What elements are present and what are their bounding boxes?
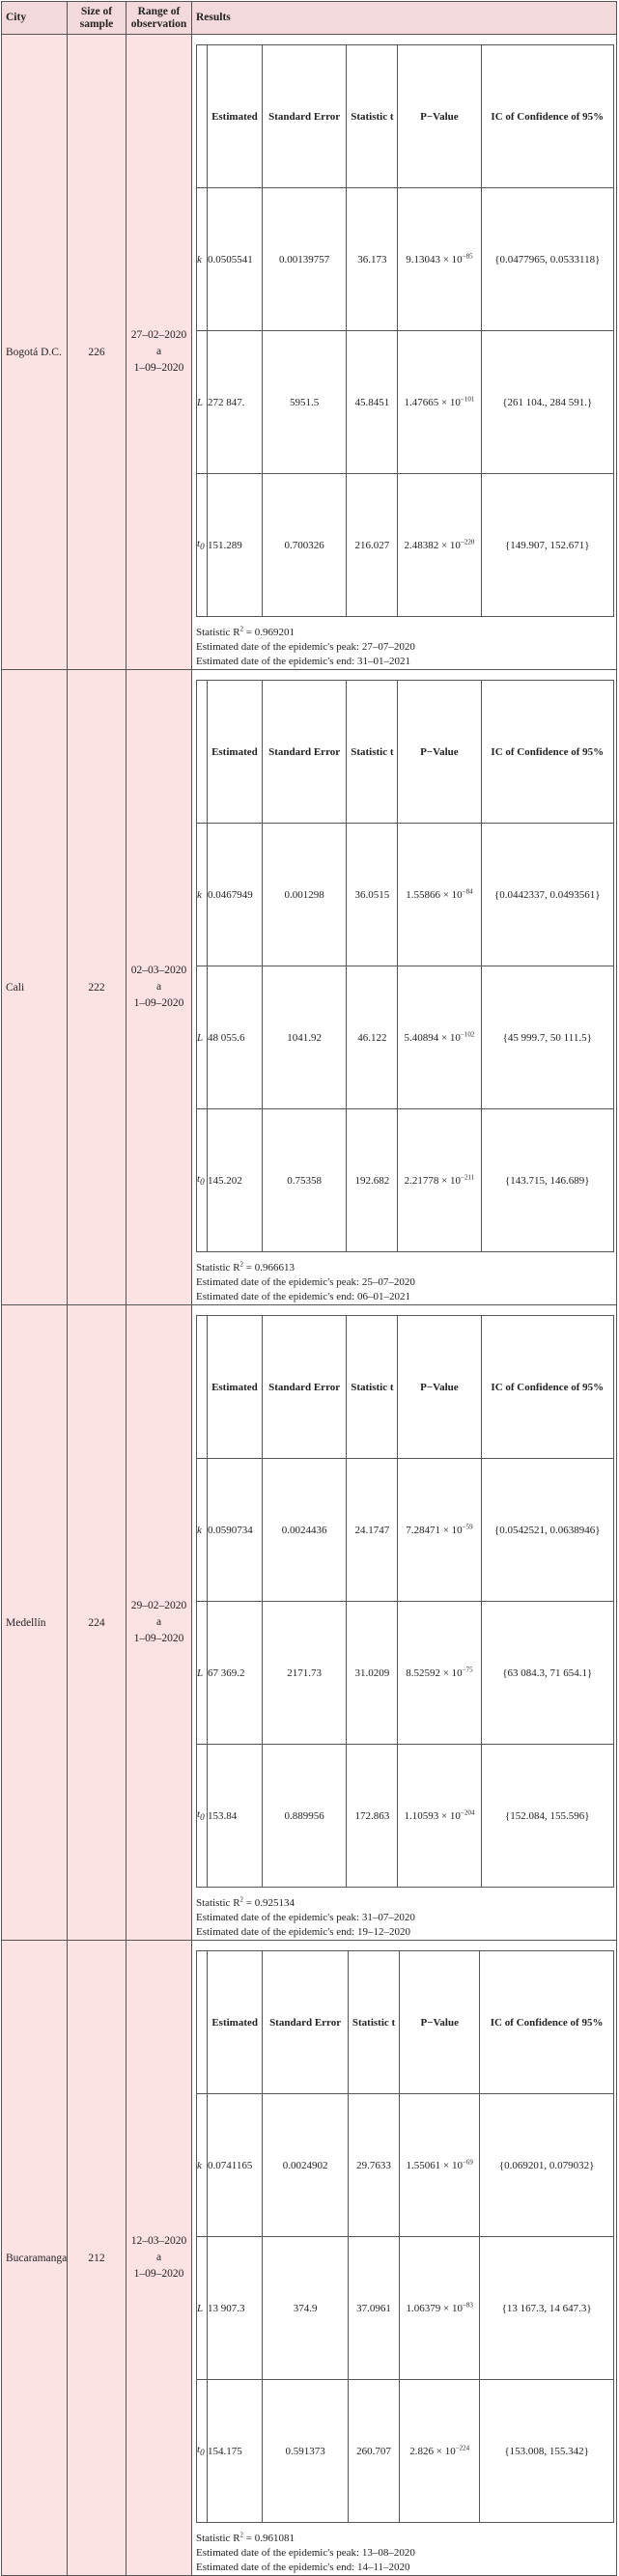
city-row xyxy=(2,35,617,670)
header-range: Range of observation xyxy=(127,2,192,35)
estimates-column-header: Estimated xyxy=(208,1316,263,1459)
estimated-value: 154.175 xyxy=(208,2380,263,2523)
p-value-exponent: −59 xyxy=(462,1522,473,1530)
estimates-column-header: IC of Confidence of 95% xyxy=(480,1951,614,2094)
sample-size: 226 xyxy=(68,35,127,670)
param-label: k xyxy=(197,1459,208,1602)
confidence-interval: {45 999.7, 50 111.5} xyxy=(481,966,613,1109)
city-name: Medellín xyxy=(2,1305,68,1941)
estimated-value: 0.0467949 xyxy=(208,824,263,966)
p-value-times: × 10 xyxy=(438,1031,461,1044)
p-value-mantissa: 8.52592 xyxy=(406,1666,440,1679)
estimates-table xyxy=(196,44,614,617)
range-start: 12–03–2020 xyxy=(130,2235,187,2247)
standard-error: 0.75358 xyxy=(262,1109,347,1252)
estimates-header-row xyxy=(197,45,614,188)
p-value-exponent: −83 xyxy=(462,2300,473,2309)
confidence-interval: {0.069201, 0.079032} xyxy=(480,2094,614,2237)
statistic-t: 37.0961 xyxy=(348,2237,399,2380)
end-line xyxy=(196,1290,616,1304)
p-value-times: × 10 xyxy=(438,1174,462,1187)
estimated-value: 0.0505541 xyxy=(208,188,263,331)
confidence-interval: {152.084, 155.596} xyxy=(481,1745,613,1888)
estimates-header-row xyxy=(197,1316,614,1459)
p-value-times: × 10 xyxy=(434,2445,456,2457)
estimates-table xyxy=(196,680,614,1252)
standard-error: 5951.5 xyxy=(262,331,347,474)
summary-stats xyxy=(196,1261,616,1304)
statistic-t: 31.0209 xyxy=(347,1602,398,1745)
estimates-column-header: P−Value xyxy=(398,45,481,188)
end-date: 19–12–2020 xyxy=(356,1926,410,1938)
r2-line xyxy=(196,626,616,640)
param-subscript: 0 xyxy=(200,1812,205,1823)
estimated-value: 153.84 xyxy=(208,1745,263,1888)
estimates-column-header: IC of Confidence of 95% xyxy=(481,1316,613,1459)
p-value-times: × 10 xyxy=(440,2302,463,2314)
confidence-interval: {13 167.3, 14 647.3} xyxy=(480,2237,614,2380)
param-subscript: 0 xyxy=(200,1177,205,1188)
estimates-row xyxy=(197,2237,614,2380)
city-name: Cali xyxy=(2,670,68,1305)
estimated-value: 145.202 xyxy=(208,1109,263,1252)
header-city: City xyxy=(2,2,68,35)
p-value xyxy=(398,331,481,474)
r2-value: 0.969201 xyxy=(254,627,295,638)
p-value xyxy=(398,1745,481,1888)
peak-date: 31–07–2020 xyxy=(361,1912,415,1923)
range-end: 1–09–2020 xyxy=(133,1633,184,1644)
confidence-interval: {153.008, 155.342} xyxy=(480,2380,614,2523)
p-value-times: × 10 xyxy=(439,1666,463,1679)
estimates-column-header: P−Value xyxy=(398,681,481,824)
p-value-times: × 10 xyxy=(438,396,461,408)
p-value-times: × 10 xyxy=(439,253,463,266)
r2-sup: 2 xyxy=(239,2531,244,2539)
p-value-mantissa: 1.10593 xyxy=(404,1809,439,1822)
end-line xyxy=(196,655,616,669)
p-value xyxy=(398,1459,481,1602)
r2-equals: = xyxy=(243,1897,255,1909)
r2-sup: 2 xyxy=(239,1260,244,1269)
results-cell xyxy=(192,1305,617,1941)
estimates-column-header: Statistic t xyxy=(348,1951,399,2094)
peak-line xyxy=(196,1911,616,1925)
p-value xyxy=(398,1109,481,1252)
statistic-t: 29.7633 xyxy=(348,2094,399,2237)
confidence-interval: {0.0542521, 0.0638946} xyxy=(481,1459,613,1602)
estimates-row xyxy=(197,824,614,966)
summary-stats xyxy=(196,1896,616,1940)
range-separator: a xyxy=(155,2252,162,2263)
p-value-mantissa: 7.28471 xyxy=(406,1524,440,1536)
statistic-t: 24.1747 xyxy=(347,1459,398,1602)
confidence-interval: {261 104., 284 591.} xyxy=(481,331,613,474)
peak-date: 27–07–2020 xyxy=(361,641,415,653)
city-name: Bogotá D.C. xyxy=(2,35,68,670)
p-value xyxy=(398,966,481,1109)
statistic-t: 192.682 xyxy=(347,1109,398,1252)
end-label: Estimated date of the epidemic's end: xyxy=(196,2562,355,2573)
r2-label: Statistic R xyxy=(196,1897,240,1909)
estimates-row xyxy=(197,1745,614,1888)
results-cell xyxy=(192,1941,617,2576)
estimated-value: 48 055.6 xyxy=(208,966,263,1109)
p-value-mantissa: 5.40894 xyxy=(404,1031,439,1044)
estimates-column-header: Estimated xyxy=(208,45,263,188)
summary-stats xyxy=(196,626,616,669)
estimates-row xyxy=(197,188,614,331)
p-value-exponent: −85 xyxy=(462,251,473,260)
param-header xyxy=(197,45,208,188)
p-value-times: × 10 xyxy=(440,2159,463,2171)
r2-line xyxy=(196,1261,616,1275)
results-cell xyxy=(192,35,617,670)
peak-line xyxy=(196,2546,616,2561)
p-value xyxy=(398,1602,481,1745)
standard-error: 0.700326 xyxy=(262,474,347,617)
sample-size: 224 xyxy=(68,1305,127,1941)
standard-error: 0.0024436 xyxy=(262,1459,347,1602)
estimates-column-header: Estimated xyxy=(208,681,263,824)
estimates-header-row xyxy=(197,1951,614,2094)
observation-range xyxy=(127,35,192,670)
p-value-exponent: −101 xyxy=(460,394,475,403)
r2-value: 0.925134 xyxy=(254,1897,295,1909)
p-value-exponent: −220 xyxy=(460,537,475,546)
estimates-column-header: IC of Confidence of 95% xyxy=(481,681,613,824)
param-symbol: t xyxy=(197,1808,201,1821)
range-separator: a xyxy=(155,981,162,993)
end-line xyxy=(196,1925,616,1940)
range-end: 1–09–2020 xyxy=(133,2268,184,2280)
p-value-exponent: −211 xyxy=(461,1172,475,1181)
param-label xyxy=(197,2380,208,2523)
r2-sup: 2 xyxy=(239,625,244,633)
param-symbol: t xyxy=(197,1173,201,1186)
estimates-row xyxy=(197,966,614,1109)
param-label: k xyxy=(197,188,208,331)
p-value xyxy=(400,2380,480,2523)
estimates-column-header: Standard Error xyxy=(263,1951,348,2094)
estimates-row xyxy=(197,1109,614,1252)
r2-equals: = xyxy=(243,1262,255,1274)
estimates-column-header: P−Value xyxy=(398,1316,481,1459)
estimates-column-header: IC of Confidence of 95% xyxy=(481,45,613,188)
p-value xyxy=(398,824,481,966)
p-value xyxy=(398,474,481,617)
estimates-column-header: P−Value xyxy=(400,1951,480,2094)
results-table xyxy=(1,1,617,2576)
end-date: 06–01–2021 xyxy=(356,1291,410,1302)
r2-value: 0.961081 xyxy=(254,2533,295,2544)
estimates-row xyxy=(197,2380,614,2523)
statistic-t: 36.173 xyxy=(347,188,398,331)
summary-stats xyxy=(196,2532,616,2575)
p-value-mantissa: 1.06379 xyxy=(406,2302,441,2314)
r2-line xyxy=(196,1896,616,1911)
confidence-interval: {63 084.3, 71 654.1} xyxy=(481,1602,613,1745)
peak-label: Estimated date of the epidemic's peak: xyxy=(196,2547,360,2559)
observation-range xyxy=(127,1941,192,2576)
param-subscript: 0 xyxy=(200,542,205,552)
estimates-table xyxy=(196,1315,614,1888)
statistic-t: 46.122 xyxy=(347,966,398,1109)
param-symbol: t xyxy=(197,538,201,550)
confidence-interval: {143.715, 146.689} xyxy=(481,1109,613,1252)
estimates-row xyxy=(197,2094,614,2237)
end-label: Estimated date of the epidemic's end: xyxy=(196,656,355,667)
param-label xyxy=(197,1109,208,1252)
param-label xyxy=(197,1745,208,1888)
p-value-times: × 10 xyxy=(438,1809,461,1822)
standard-error: 1041.92 xyxy=(262,966,347,1109)
statistic-t: 216.027 xyxy=(347,474,398,617)
peak-label: Estimated date of the epidemic's peak: xyxy=(196,1912,360,1923)
p-value xyxy=(400,2094,480,2237)
estimated-value: 0.0741165 xyxy=(208,2094,263,2237)
r2-label: Statistic R xyxy=(196,2533,240,2544)
r2-equals: = xyxy=(243,627,255,638)
standard-error: 2171.73 xyxy=(262,1602,347,1745)
end-date: 14–11–2020 xyxy=(356,2562,410,2573)
estimates-column-header: Standard Error xyxy=(262,1316,347,1459)
confidence-interval: {0.0477965, 0.0533118} xyxy=(481,188,613,331)
header-size: Size of sample xyxy=(68,2,127,35)
standard-error: 0.001298 xyxy=(262,824,347,966)
p-value-exponent: −69 xyxy=(462,2157,473,2166)
statistic-t: 260.707 xyxy=(348,2380,399,2523)
peak-label: Estimated date of the epidemic's peak: xyxy=(196,1276,360,1288)
range-separator: a xyxy=(155,346,162,357)
param-label: k xyxy=(197,824,208,966)
param-header xyxy=(197,1316,208,1459)
city-row xyxy=(2,1941,617,2576)
p-value xyxy=(398,188,481,331)
end-date: 31–01–2021 xyxy=(356,656,410,667)
param-symbol: t xyxy=(197,2444,201,2456)
estimates-row xyxy=(197,474,614,617)
header-row xyxy=(2,2,617,35)
estimates-column-header: Statistic t xyxy=(347,45,398,188)
end-label: Estimated date of the epidemic's end: xyxy=(196,1291,355,1302)
range-start: 29–02–2020 xyxy=(130,1600,187,1611)
param-header xyxy=(197,681,208,824)
standard-error: 0.889956 xyxy=(262,1745,347,1888)
param-label xyxy=(197,474,208,617)
param-subscript: 0 xyxy=(200,2448,205,2458)
param-header xyxy=(197,1951,208,2094)
estimated-value: 0.0590734 xyxy=(208,1459,263,1602)
statistic-t: 45.8451 xyxy=(347,331,398,474)
observation-range xyxy=(127,670,192,1305)
peak-date: 13–08–2020 xyxy=(361,2547,415,2559)
end-label: Estimated date of the epidemic's end: xyxy=(196,1926,355,1938)
p-value-mantissa: 1.55061 xyxy=(406,2159,441,2171)
confidence-interval: {0.0442337, 0.0493561} xyxy=(481,824,613,966)
city-row xyxy=(2,1305,617,1941)
range-start: 27–02–2020 xyxy=(130,329,187,341)
range-end: 1–09–2020 xyxy=(133,362,184,374)
r2-sup: 2 xyxy=(239,1895,244,1904)
estimates-column-header: Statistic t xyxy=(347,681,398,824)
estimated-value: 13 907.3 xyxy=(208,2237,263,2380)
estimates-row xyxy=(197,1459,614,1602)
p-value-exponent: −75 xyxy=(462,1665,473,1673)
estimated-value: 67 369.2 xyxy=(208,1602,263,1745)
estimates-row xyxy=(197,331,614,474)
p-value-mantissa: 2.21778 xyxy=(404,1174,439,1187)
p-value-exponent: −84 xyxy=(462,886,473,895)
estimates-row xyxy=(197,1602,614,1745)
estimates-column-header: Standard Error xyxy=(262,45,347,188)
p-value-mantissa: 1.47665 xyxy=(404,396,439,408)
observation-range xyxy=(127,1305,192,1941)
sample-size: 212 xyxy=(68,1941,127,2576)
p-value-mantissa: 2.48382 xyxy=(404,539,439,551)
r2-line xyxy=(196,2532,616,2546)
r2-label: Statistic R xyxy=(196,1262,240,1274)
peak-line xyxy=(196,640,616,655)
param-label: L xyxy=(197,966,208,1109)
param-label: L xyxy=(197,2237,208,2380)
statistic-t: 36.0515 xyxy=(347,824,398,966)
standard-error: 374.9 xyxy=(263,2237,348,2380)
param-label: L xyxy=(197,1602,208,1745)
estimated-value: 272 847. xyxy=(208,331,263,474)
p-value-mantissa: 2.826 xyxy=(409,2445,434,2457)
standard-error: 0.0024902 xyxy=(263,2094,348,2237)
p-value-mantissa: 1.55866 xyxy=(406,888,440,901)
peak-date: 25–07–2020 xyxy=(361,1276,415,1288)
p-value-exponent: −102 xyxy=(460,1029,475,1038)
estimates-header-row xyxy=(197,681,614,824)
param-label: L xyxy=(197,331,208,474)
param-label: k xyxy=(197,2094,208,2237)
peak-label: Estimated date of the epidemic's peak: xyxy=(196,641,360,653)
p-value-times: × 10 xyxy=(439,1524,463,1536)
range-start: 02–03–2020 xyxy=(130,965,187,976)
end-line xyxy=(196,2561,616,2575)
p-value-times: × 10 xyxy=(439,888,463,901)
p-value-mantissa: 9.13043 xyxy=(406,253,440,266)
p-value-exponent: −204 xyxy=(460,1807,475,1816)
r2-label: Statistic R xyxy=(196,627,240,638)
p-value-times: × 10 xyxy=(438,539,461,551)
peak-line xyxy=(196,1275,616,1290)
statistic-t: 172.863 xyxy=(347,1745,398,1888)
p-value xyxy=(400,2237,480,2380)
range-separator: a xyxy=(155,1616,162,1628)
confidence-interval: {149.907, 152.671} xyxy=(481,474,613,617)
standard-error: 0.00139757 xyxy=(262,188,347,331)
estimates-table xyxy=(196,1950,614,2523)
p-value-exponent: −224 xyxy=(455,2443,470,2451)
range-end: 1–09–2020 xyxy=(133,997,184,1009)
estimates-column-header: Statistic t xyxy=(347,1316,398,1459)
estimated-value: 151.289 xyxy=(208,474,263,617)
results-cell xyxy=(192,670,617,1305)
standard-error: 0.591373 xyxy=(263,2380,348,2523)
estimates-column-header: Estimated xyxy=(208,1951,263,2094)
estimates-column-header: Standard Error xyxy=(262,681,347,824)
city-row xyxy=(2,670,617,1305)
r2-equals: = xyxy=(243,2533,255,2544)
r2-value: 0.966613 xyxy=(254,1262,295,1274)
header-results: Results xyxy=(192,2,617,35)
city-name: Bucaramanga xyxy=(2,1941,68,2576)
sample-size: 222 xyxy=(68,670,127,1305)
